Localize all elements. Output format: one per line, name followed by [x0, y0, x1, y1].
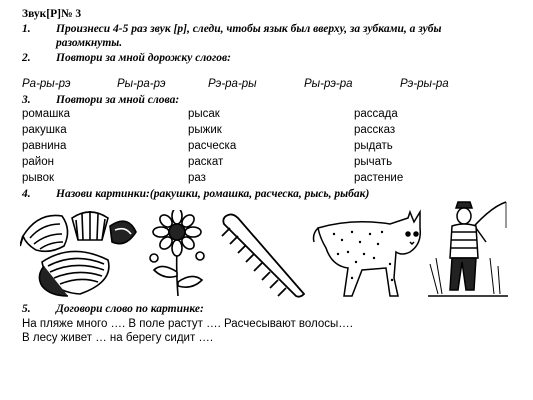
task-3-text: Повтори за мной слова:	[56, 94, 180, 106]
word-cell: рассказ	[354, 124, 396, 136]
task-5-text: Договори слово по картинке:	[56, 303, 204, 315]
word-cell: ракушка	[22, 124, 67, 136]
word-cell: раз	[188, 172, 206, 184]
task-4-text: Назови картинки:(ракушки, ромашка, расческа, рысь, рыбак)	[56, 188, 370, 200]
word-cell: рывок	[22, 172, 55, 184]
word-cell: рычать	[354, 156, 393, 168]
word-cell: расческа	[188, 140, 237, 152]
word-cell: раскат	[188, 156, 224, 168]
word-cell: рыдать	[354, 140, 393, 152]
fisherman-icon	[428, 198, 508, 302]
task-2-text: Повтори за мной дорожку слогов:	[56, 52, 231, 64]
page-title: Звук[Р]№ 3	[22, 8, 82, 20]
word-cell: равнина	[22, 140, 67, 152]
comb-icon	[218, 210, 308, 300]
word-cell: ромашка	[22, 108, 70, 120]
syllable-3: Рэ-ра-ры	[208, 78, 257, 90]
syllable-5: Рэ-ры-ра	[400, 78, 449, 90]
sentence-2: В лесу живет … на берегу сидит ….	[22, 332, 214, 344]
syllable-1: Ра-ры-рэ	[22, 78, 71, 90]
sentence-1: На пляже много …. В поле растут …. Расчесывают волосы….	[22, 318, 353, 330]
syllable-4: Ры-рэ-ра	[304, 78, 353, 90]
shells-icon	[20, 206, 138, 298]
word-cell: рассада	[354, 108, 398, 120]
task-2-number: 2.	[22, 52, 31, 64]
word-cell: рысак	[188, 108, 220, 120]
task-3-number: 3.	[22, 94, 31, 106]
word-cell: рыжик	[188, 124, 222, 136]
lynx-icon	[312, 208, 424, 300]
word-cell: растение	[354, 172, 404, 184]
syllable-2: Ры-ра-рэ	[117, 78, 166, 90]
task-1-text-cont: разомкнуты.	[56, 37, 123, 49]
task-5-number: 5.	[22, 303, 31, 315]
task-1-number: 1.	[22, 23, 31, 35]
word-cell: район	[22, 156, 54, 168]
task-1-text: Произнеси 4-5 раз звук [р], следи, чтобы язык был вверху, за зубками, а зубы	[56, 23, 442, 35]
task-4-number: 4.	[22, 188, 31, 200]
flower-icon	[146, 210, 208, 298]
